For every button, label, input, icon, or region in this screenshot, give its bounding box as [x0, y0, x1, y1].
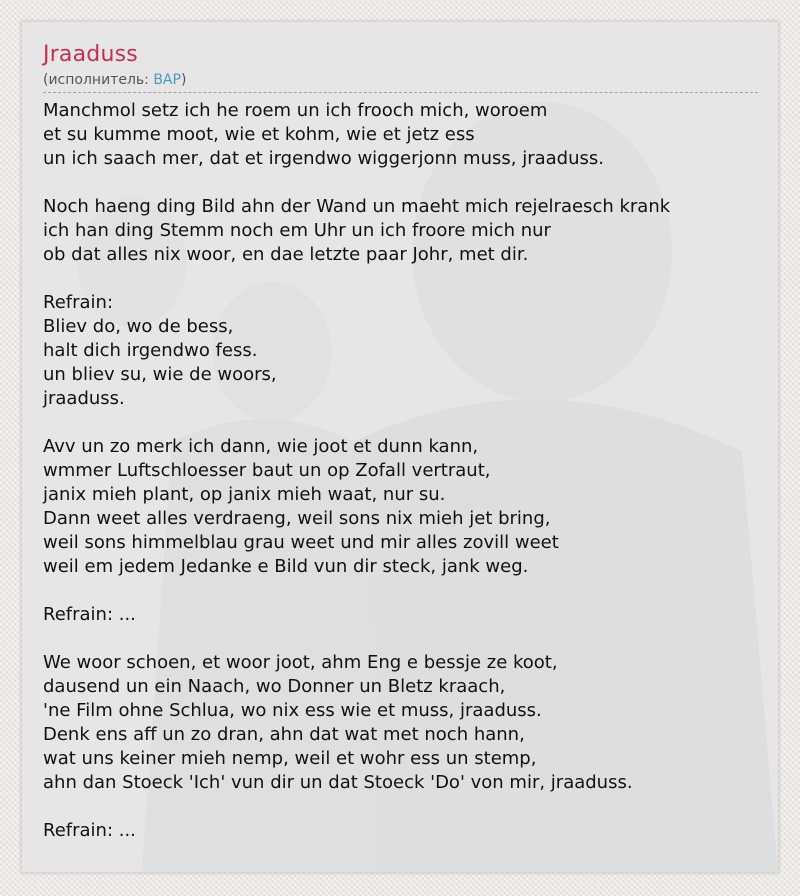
lyric-line: et su kumme moot, wie et kohm, wie et jetz ess: [43, 124, 475, 145]
lyric-line: 'ne Film ohne Schlua, wo nix ess wie et muss, jraaduss.: [43, 700, 542, 721]
lyric-line: [43, 795, 758, 819]
lyric-line: un ich saach mer, dat et irgendwo wiggerjonn muss, jraaduss.: [43, 148, 604, 169]
lyric-line: dausend un ein Naach, wo Donner un Bletz kraach,: [43, 676, 506, 697]
lyric-line: Refrain: ...: [43, 604, 136, 625]
lyrics-card: [21, 21, 779, 873]
performer-line: [43, 71, 758, 93]
lyric-line: ahn dan Stoeck 'Ich' vun dir un dat Stoeck 'Do' von mir, jraaduss.: [43, 772, 633, 793]
lyric-line: ob dat alles nix woor, en dae letzte paar Johr, met dir.: [43, 244, 529, 265]
lyric-line: jraaduss.: [43, 388, 125, 409]
lyric-line: Bliev do, wo de bess,: [43, 316, 234, 337]
lyric-line: Manchmol setz ich he roem un ich frooch mich, woroem: [43, 100, 548, 121]
lyric-line: Noch haeng ding Bild ahn der Wand un maeht mich rejelraesch krank: [43, 196, 671, 217]
performer-suffix: ): [180, 72, 187, 88]
lyrics-text: [43, 99, 758, 843]
performer-prefix: (исполнитель:: [43, 72, 154, 88]
song-title: Jraaduss: [43, 42, 138, 67]
lyric-line: [43, 171, 758, 195]
lyric-line: Denk ens aff un zo dran, ahn dat wat met noch hann,: [43, 724, 525, 745]
lyric-line: Avv un zo merk ich dann, wie joot et dunn kann,: [43, 436, 479, 457]
lyric-line: [43, 267, 758, 291]
lyric-line: Refrain: ...: [43, 820, 136, 841]
lyric-line: wmmer Luftschloesser baut un op Zofall vertraut,: [43, 460, 491, 481]
lyric-line: ich han ding Stemm noch em Uhr un ich froore mich nur: [43, 220, 551, 241]
lyric-line: halt dich irgendwo fess.: [43, 340, 258, 361]
lyric-line: weil em jedem Jedanke e Bild vun dir steck, jank weg.: [43, 556, 529, 577]
lyric-line: [43, 579, 758, 603]
performer-link[interactable]: BAP: [153, 72, 181, 88]
lyric-line: janix mieh plant, op janix mieh waat, nur su.: [43, 484, 446, 505]
lyric-line: weil sons himmelblau grau weet und mir alles zovill weet: [43, 532, 559, 553]
lyric-line: wat uns keiner mieh nemp, weil et wohr ess un stemp,: [43, 748, 537, 769]
lyric-line: We woor schoen, et woor joot, ahm Eng e bessje ze koot,: [43, 652, 558, 673]
lyric-line: Refrain:: [43, 292, 114, 313]
lyrics-content: [43, 40, 758, 843]
lyric-line: Dann weet alles verdraeng, weil sons nix mieh jet bring,: [43, 508, 551, 529]
lyric-line: [43, 411, 758, 435]
lyric-line: [43, 627, 758, 651]
lyric-line: un bliev su, wie de woors,: [43, 364, 277, 385]
